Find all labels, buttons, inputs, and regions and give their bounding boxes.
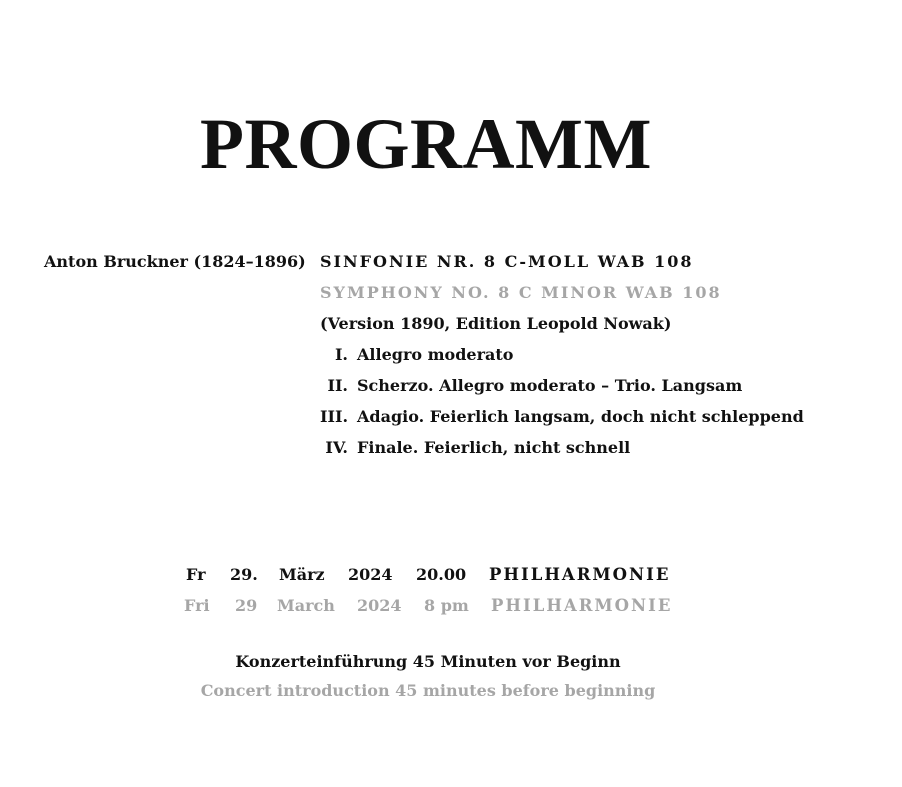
concert-year: 2024: [357, 596, 402, 615]
movement-name: Finale. Feierlich, nicht schnell: [357, 438, 631, 457]
movement-number: II.: [327, 376, 348, 395]
concert-date-german: [0, 564, 902, 595]
intro-english: Concert introduction 45 minutes before beginning: [200, 681, 656, 700]
movement-item: [320, 375, 804, 406]
concert-time: 20.00: [416, 565, 467, 584]
movement-name: Scherzo. Allegro moderato – Trio. Langsam: [357, 376, 743, 395]
intro-german: Konzerteinführung 45 Minuten vor Beginn: [235, 652, 621, 671]
work-title-english: SYMPHONY NO. 8 C MINOR WAB 108: [320, 283, 722, 302]
concert-date: 29.: [230, 565, 258, 584]
concert-day: Fr: [186, 565, 206, 584]
movement-name: Adagio. Feierlich langsam, doch nicht schleppend: [357, 407, 804, 426]
composer-name: Anton Bruckner (1824–1896): [44, 252, 306, 271]
concert-venue: PHILHARMONIE: [491, 596, 673, 615]
concert-day: Fri: [184, 596, 210, 615]
concert-introduction: [0, 651, 856, 709]
movement-number: I.: [334, 345, 348, 364]
work-title-german: SINFONIE NR. 8 C-MOLL WAB 108: [320, 252, 694, 271]
concert-month: March: [277, 596, 335, 615]
work-details: [320, 251, 804, 468]
movement-item: [320, 406, 804, 437]
work-version: (Version 1890, Edition Leopold Nowak): [320, 314, 672, 333]
movement-number: IV.: [325, 438, 348, 457]
movement-name: Allegro moderato: [357, 345, 514, 364]
concert-venue: PHILHARMONIE: [489, 565, 671, 584]
concert-date-english: [0, 595, 902, 626]
concert-month: März: [279, 565, 325, 584]
concert-dates: [0, 564, 902, 626]
movement-item: [320, 437, 804, 468]
movement-number: III.: [320, 407, 349, 426]
movement-item: [320, 344, 804, 375]
concert-time: 8 pm: [424, 596, 469, 615]
concert-date: 29: [235, 596, 258, 615]
page-title: PROGRAMM: [200, 104, 652, 184]
concert-year: 2024: [348, 565, 393, 584]
